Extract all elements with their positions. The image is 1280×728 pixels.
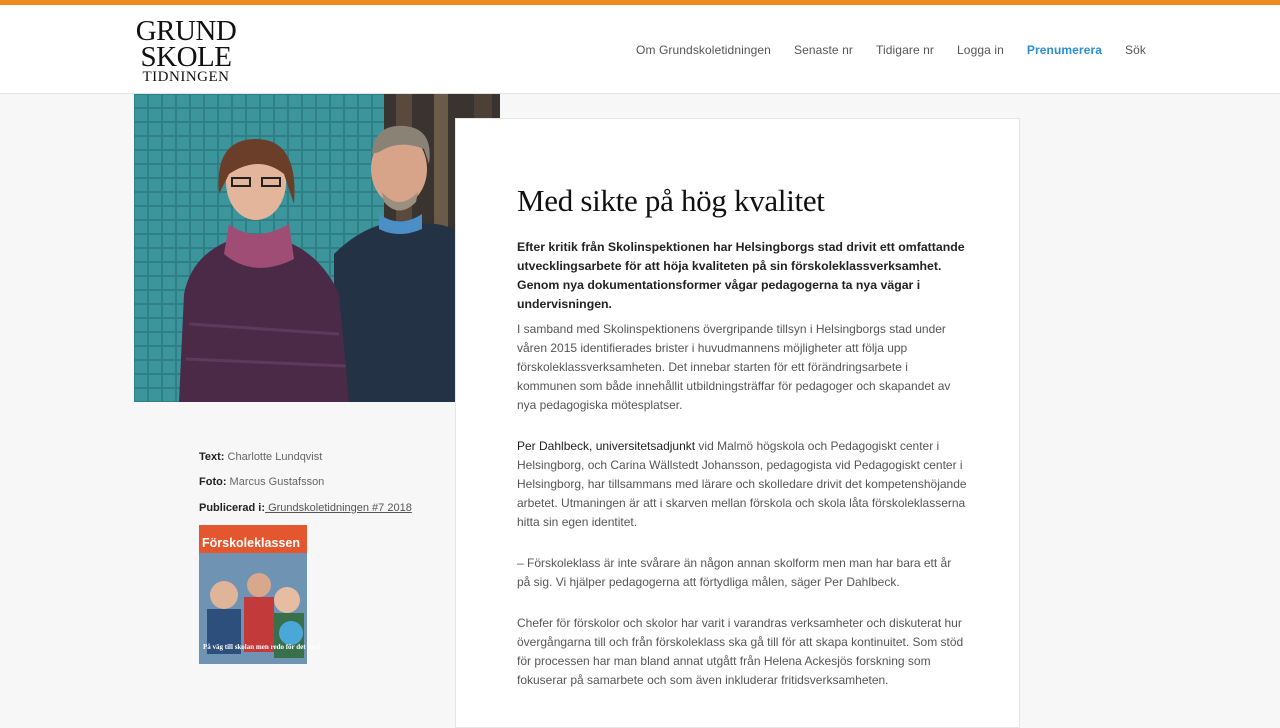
nav-search[interactable]: Sök bbox=[1125, 43, 1146, 57]
article-paragraph-3: – Förskoleklass är inte svårare än någon annan skolform men man har bara ett år på sig. Vi hjälper pedagogerna att förtydliga målen, säger Per Dahlbeck. bbox=[517, 556, 952, 589]
paragraph-2-strong: Per Dahlbeck, universitetsadjunkt bbox=[517, 439, 696, 453]
meta-photo-value: Marcus Gustafsson bbox=[229, 476, 325, 489]
article-card bbox=[455, 118, 1020, 728]
issue-link[interactable]: Grundskoletidningen #7 2018 bbox=[265, 501, 412, 514]
main-nav bbox=[613, 43, 1146, 57]
meta-text-label: Text: bbox=[199, 451, 225, 463]
meta-photo-label: Foto: bbox=[199, 476, 227, 489]
meta-published-row bbox=[199, 501, 459, 516]
meta-text-row bbox=[199, 450, 459, 465]
article-paragraph-4: Chefer för förskolor och skolor har varit i varandras verksamheter och diskuterat hur övergångarna till och från förskoleklass ska gå till för att skapa kontinuitet. Som stöd för processen har man bland annat utgått från Helena Ackesjös forskning som fokuserar på samarbete och som även inkluderar fritidsverksamheten. bbox=[517, 616, 964, 687]
cover-title: Förskoleklassen bbox=[202, 536, 300, 550]
site-header bbox=[0, 5, 1280, 94]
logo-line-2: SKOLE bbox=[140, 41, 232, 73]
hero-photo bbox=[134, 94, 500, 402]
cover-subtitle: På väg till skolan men redo för det nya! bbox=[203, 643, 321, 651]
nav-previous-issues[interactable]: Tidigare nr bbox=[876, 43, 935, 57]
logo-line-1: GRUND bbox=[135, 15, 237, 47]
nav-latest-issue[interactable]: Senaste nr bbox=[793, 43, 854, 57]
article-lead: Efter kritik från Skolinspektionen har Helsingborgs stad drivit ett omfattande utvecklingsarbete för att höja kvaliteten på sin förskoleklassverksamhet. Genom nya dokumentationsformer vågar pedagogerna ta nya vägar i undervisningen. bbox=[517, 240, 965, 311]
paragraph-2-rest: vid Malmö högskola och Pedagogiskt center i Helsingborg, och Carina Wällstedt Johansson, pedagogista vid Pedagogiskt center i Helsingborg, har tillsammans med lärare och skolledare drivit det kompetenshöjande arbetet. Utmaningen är att i skarven mellan förskola och skola låta förskoleklasserna hitta sin egen identitet. bbox=[517, 439, 967, 529]
logo-line-3: TIDNINGEN bbox=[142, 69, 230, 85]
nav-login[interactable]: Logga in bbox=[957, 43, 1004, 57]
issue-cover[interactable] bbox=[199, 525, 321, 664]
meta-published-label: Publicerad i: bbox=[199, 501, 266, 514]
nav-subscribe[interactable]: Prenumerera bbox=[1026, 43, 1103, 57]
article-title: Med sikte på hög kvalitet bbox=[517, 183, 825, 218]
site-logo[interactable] bbox=[134, 17, 238, 85]
article-paragraph-2 bbox=[517, 437, 967, 532]
article-paragraph-1: I samband med Skolinspektionens övergripande tillsyn i Helsingborgs stad under våren 2015 identifierades brister i huvudmannens möjligheter att följa upp förskoleklassverksamheten. Det innebar starten för ett förändringsarbete i kommunen som både innehållit utbildningsträffar för pedagoger och skapandet av nya pedagogiska mötesplatser. bbox=[517, 322, 951, 412]
article-meta bbox=[199, 450, 459, 526]
meta-photo-row bbox=[199, 475, 459, 490]
meta-text-value: Charlotte Lundqvist bbox=[227, 451, 323, 463]
nav-about[interactable]: Om Grundskoletidningen bbox=[636, 43, 771, 57]
